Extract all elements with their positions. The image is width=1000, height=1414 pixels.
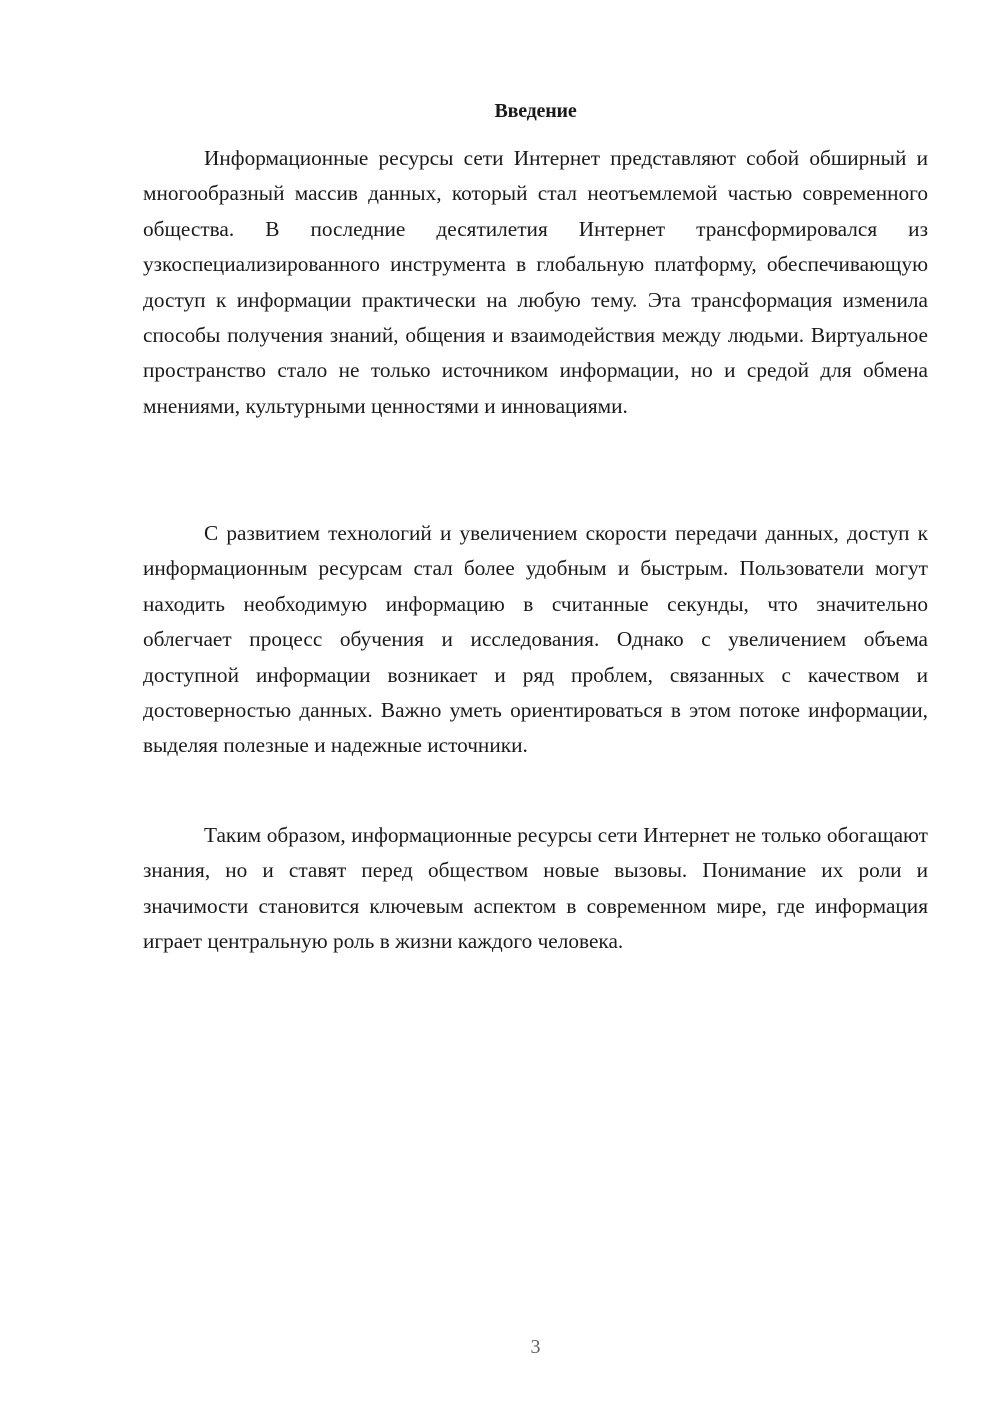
paragraph-2: С развитием технологий и увеличением скорости передачи данных, доступ к информационным ресурсам стал более удобным и быстрым. Пользователи могут находить необходимую информацию в считанные секунды, что значительно облегчает процесс обучения и исследования. Однако с увеличением объема доступной информации возникает и ряд проблем, связанных с качеством и достоверностью данных. Важно уметь ориентироваться в этом потоке информации, выделяя полезные и надежные источники. (143, 521, 928, 758)
paragraph-1: Информационные ресурсы сети Интернет представляют собой обширный и многообразный массив данных, который стал неотъемлемой частью современного общества. В последние десятилетия Интернет трансформировался из узкоспециализированного инструмента в глобальную платформу, обеспечивающую доступ к информации практически на любую тему. Эта трансформация изменила способы получения знаний, общения и взаимодействия между людьми. Виртуальное пространство стало не только источником информации, но и средой для обмена мнениями, культурными ценностями и инновациями. (143, 146, 928, 418)
paragraph-3: Таким образом, информационные ресурсы сети Интернет не только обогащают знания, но и ставят перед обществом новые вызовы. Понимание их роли и значимости становится ключевым аспектом в современном мире, где информация играет центральную роль в жизни каждого человека. (143, 823, 928, 954)
section-heading: Введение (494, 100, 577, 122)
page-number: 3 (530, 1336, 541, 1358)
document-page (143, 0, 928, 1414)
